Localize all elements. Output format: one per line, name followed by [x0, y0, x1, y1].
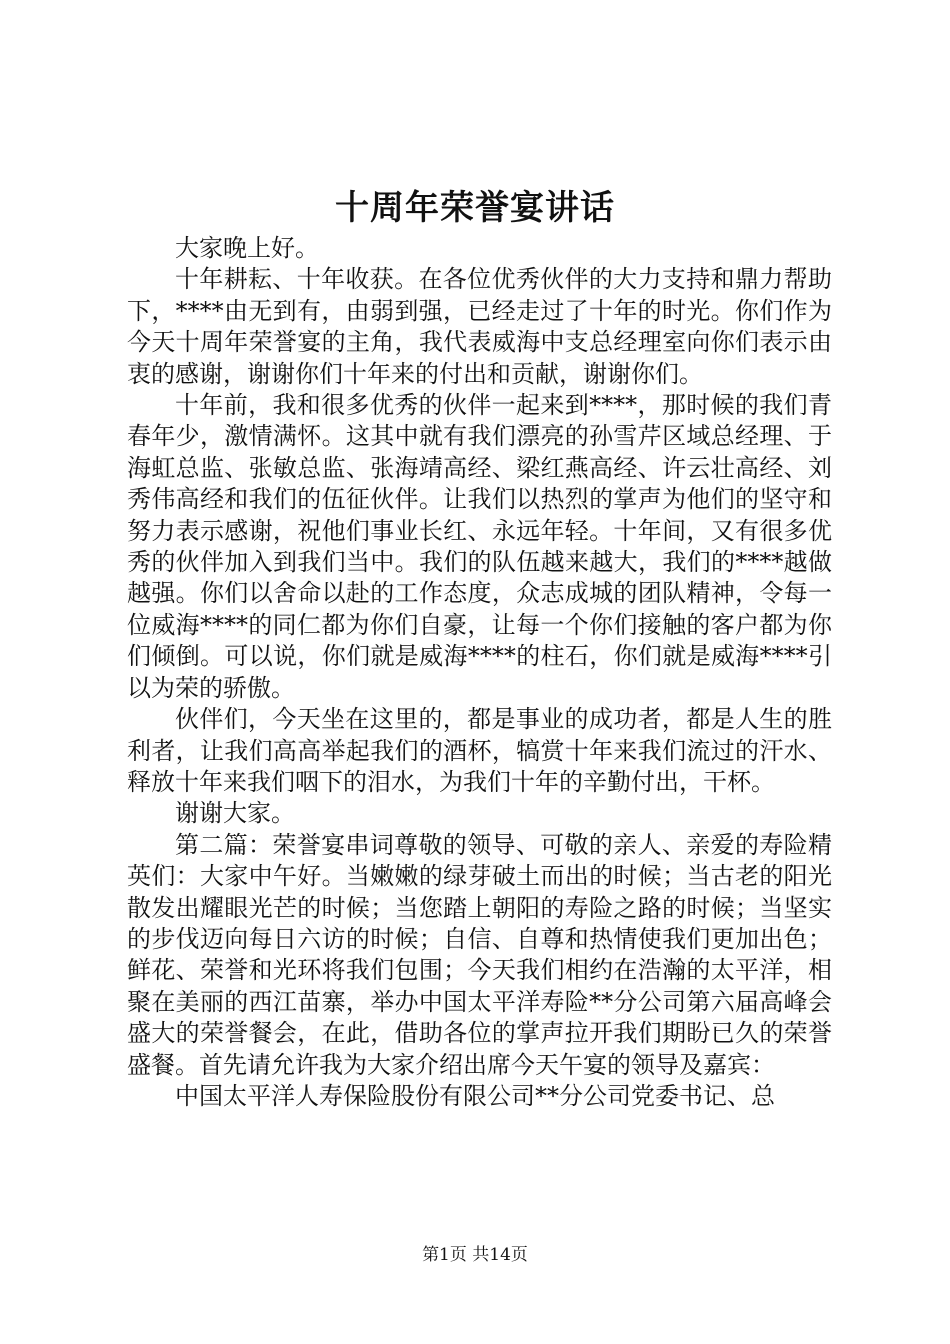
paragraph-company-intro: 中国太平洋人寿保险股份有限公司**分公司党委书记、总: [175, 1081, 775, 1110]
document-body: [127, 233, 832, 1112]
paragraph-thanks: 谢谢大家。: [175, 799, 295, 828]
paragraph-second-article: 第二篇：荣誉宴串词尊敬的领导、可敬的亲人、亲爱的寿险精英们：大家中午好。当嫩嫩的绿芽破土而出的时候；当古老的阳光散发出耀眼光芒的时候；当您踏上朝阳的寿险之路的时候；当坚实的步伐迈向每日六访的时候；自信、自尊和热情使我们更加出色；鲜花、荣誉和光环将我们包围；今天我们相约在浩瀚的太平洋，相聚在美丽的西江苗寨，举办中国太平洋寿险**分公司第六届高峰会盛大的荣誉餐会，在此，借助各位的掌声拉开我们期盼已久的荣誉盛餐。首先请允许我为大家介绍出席今天午宴的领导及嘉宾：: [127, 830, 832, 1079]
page-footer: 第1页 共14页: [422, 1245, 528, 1265]
document-title: 十周年荣誉宴讲话: [335, 188, 615, 228]
paragraph-ten-years-harvest: 十年耕耘、十年收获。在各位优秀伙伴的大力支持和鼎力帮助下，****由无到有，由弱到强，已经走过了十年的时光。你们作为今天十周年荣誉宴的主角，我代表威海中支总经理室向你们表示由衷的感谢，谢谢你们十年来的付出和贡献，谢谢你们。: [127, 265, 832, 388]
paragraph-ten-years-ago: 十年前，我和很多优秀的伙伴一起来到****，那时候的我们青春年少，激情满怀。这其中就有我们漂亮的孙雪芹区域总经理、于海虹总监、张敏总监、张海靖高经、梁红燕高经、许云壮高经、刘秀伟高经和我们的伍征伙伴。让我们以热烈的掌声为他们的坚守和努力表示感谢，祝他们事业长红、永远年轻。十年间，又有很多优秀的伙伴加入到我们当中。我们的队伍越来越大，我们的****越做越强。你们以舍命以赴的工作态度，众志成城的团队精神，令每一位威海****的同仁都为你们自豪，让每一个你们接触的客户都为你们倾倒。可以说，你们就是威海****的柱石，你们就是威海****引以为荣的骄傲。: [127, 391, 832, 702]
paragraph-greeting: 大家晚上好。: [175, 234, 319, 262]
paragraph-toast: 伙伴们，今天坐在这里的，都是事业的成功者，都是人生的胜利者，让我们高高举起我们的酒杯，犒赏十年来我们流过的汗水、释放十年来我们咽下的泪水，为我们十年的辛勤付出，干杯。: [127, 705, 832, 796]
